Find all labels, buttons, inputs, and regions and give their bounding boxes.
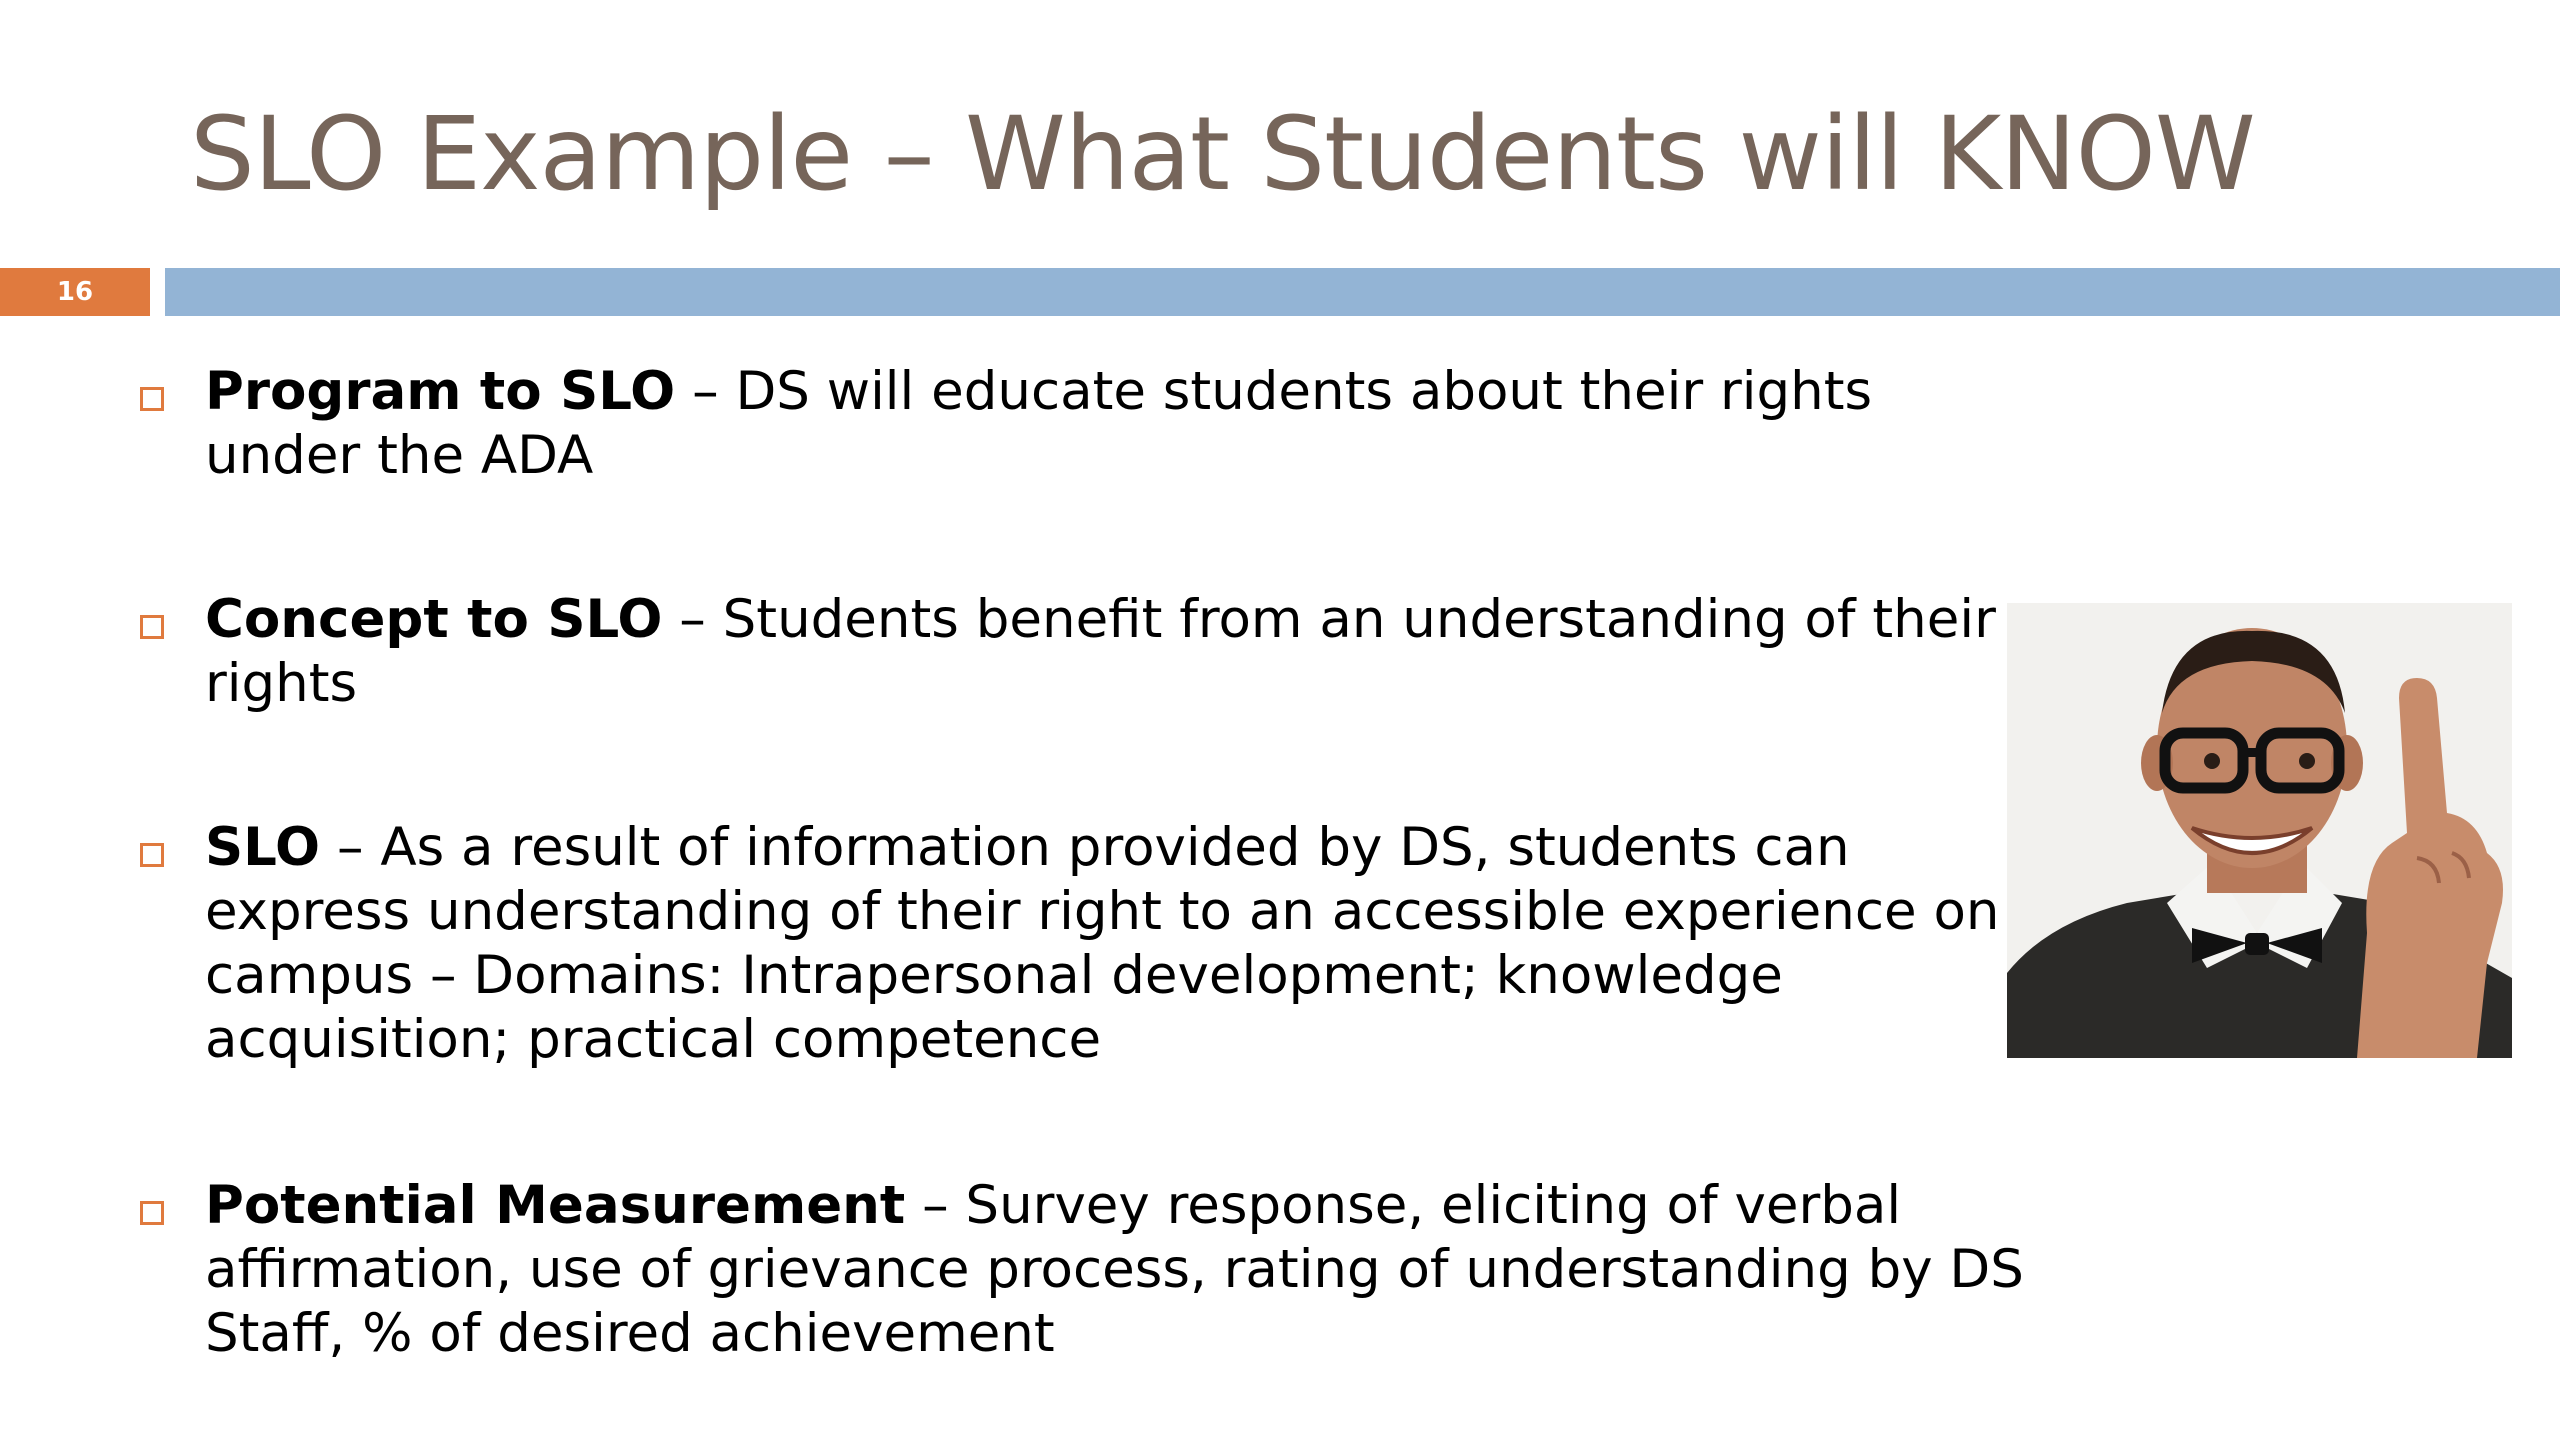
hollow-square-icon	[140, 843, 164, 867]
slide-title: SLO Example – What Students will KNOW	[190, 95, 2255, 214]
bullet-body: Survey response, eliciting of verbal affirmation, use of grievance process, rating of understanding by DS Staff, % of desired achievement	[205, 1175, 2024, 1364]
bullet-term: Potential Measurement	[205, 1175, 906, 1236]
bullet-separator: –	[905, 1175, 966, 1236]
bullet-body: As a result of information provided by DS, students can express understanding of their right to an accessible experience on campus – Domains: Intrapersonal development; knowledge acquisition; practical competence	[205, 817, 2000, 1070]
title-divider-bar	[165, 268, 2560, 316]
bullet-separator: –	[675, 361, 736, 422]
bullet-term: Concept to SLO	[205, 589, 663, 650]
student-photo	[2007, 603, 2512, 1058]
bullet-text	[205, 816, 2005, 1072]
bullet-text	[205, 588, 2105, 716]
bullet-text	[205, 1174, 2105, 1366]
hollow-square-icon	[140, 1201, 164, 1225]
bullet-separator: –	[320, 817, 381, 878]
bullet-term: SLO	[205, 817, 321, 878]
bullet-body: Students benefit from an understanding of their rights	[205, 589, 1996, 714]
slide-number: 16	[56, 277, 94, 307]
bullet-text	[205, 360, 1985, 488]
bullet-body: DS will educate students about their rights under the ADA	[205, 361, 1873, 486]
bullet-separator: –	[662, 589, 723, 650]
bullet-term: Program to SLO	[205, 361, 676, 422]
slide-number-badge	[0, 268, 150, 316]
hollow-square-icon	[140, 615, 164, 639]
hollow-square-icon	[140, 387, 164, 411]
